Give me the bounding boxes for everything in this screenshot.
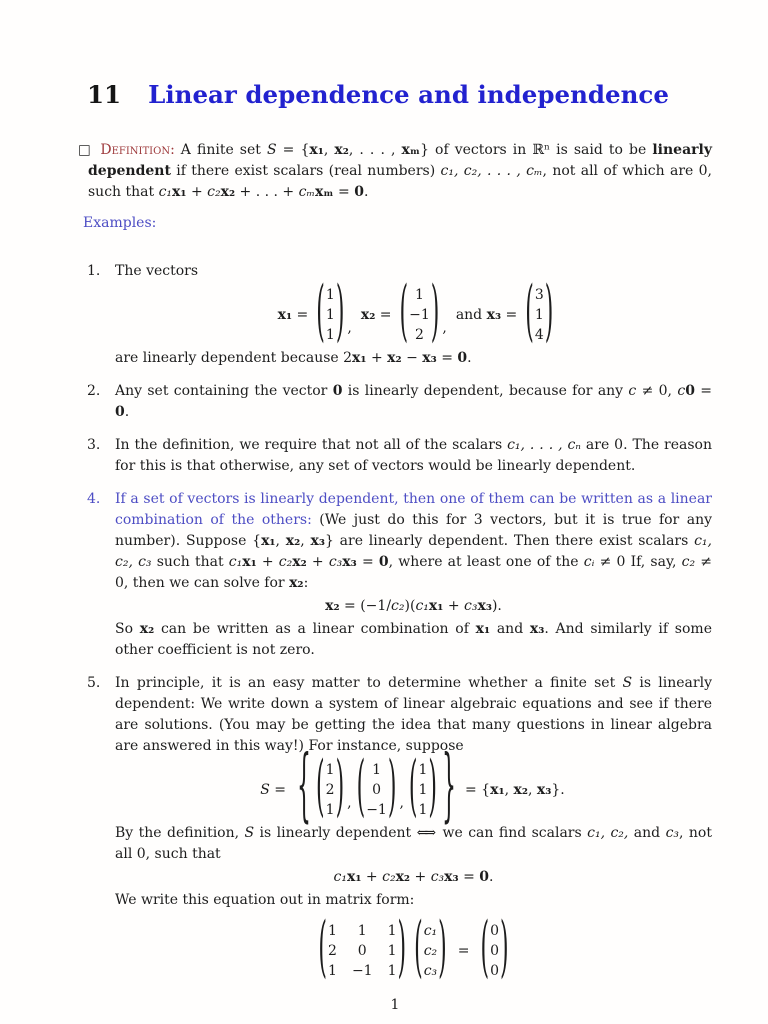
comma: , [399,794,404,811]
matrix-cell: 1 [387,963,397,979]
vector-entry: −1 [366,802,387,818]
text-segment: x₂ [513,781,528,798]
text-segment: c₂ [391,598,405,614]
text-segment: and [628,825,666,841]
text-segment: S [622,675,633,691]
text-segment: ⇐⇒ [416,825,433,841]
right-paren: ) [438,912,447,987]
set-lhs [260,780,286,801]
text-segment: c₂ [207,184,221,200]
vector-entry: c₃ [423,963,438,979]
definition-label: Definition: [100,142,175,158]
right-paren: ) [335,751,345,826]
text-segment: + [366,350,388,366]
vector-x3 [535,285,544,345]
list-item-2 [78,381,712,423]
text-segment: }. [551,781,565,798]
text-segment: c₁ [415,598,429,614]
text-segment: S [266,142,277,158]
vector-x1 [326,285,335,345]
text-segment: is linearly dependent [254,825,417,841]
text-segment: The vectors [115,263,199,279]
text-segment: ). [491,598,502,614]
set-vector-2 [366,760,387,820]
left-paren: ( [316,751,325,826]
comma: , [347,794,352,811]
left-paren: ( [399,276,409,351]
text-segment: = [501,306,518,323]
vector-entry: 0 [490,923,499,939]
vector-entry: 1 [414,287,424,303]
text-segment: S [260,781,270,798]
text-segment: + [443,598,465,614]
vector-entry: 1 [372,762,381,778]
text-segment: we can find scalars [437,825,588,841]
text-segment: c₃ [665,825,680,841]
text-segment: x₃ [536,781,552,798]
text-segment: x₂ [325,598,340,614]
matrix-cell: −1 [351,963,373,979]
vector-entry: 0 [490,943,499,959]
text-segment: is linearly dependent: We write down a system of linear algebraic equations and see if there are solutions. (You may be getting the idea that many questions in linear algebra are answered in this way!) For instance, suppose [115,675,712,754]
text-segment: . [489,869,494,885]
coefficient-matrix [328,921,396,981]
vector-entry: 2 [325,782,335,798]
vector-entry: 4 [534,327,544,343]
set-vector-3 [418,760,427,820]
text-segment: = [375,306,392,323]
right-paren: ) [428,751,437,826]
text-segment: are linearly dependent because 2 [115,350,353,366]
text-segment: , [300,533,311,549]
text-segment: x₃ [422,350,437,366]
text-segment: . [467,350,472,366]
text-segment: 0 [457,350,468,366]
vector-entry: 1 [325,762,335,778]
text-segment: x₁ [346,869,362,885]
item3-text [115,435,712,477]
text-segment: = [269,781,287,798]
text-segment: . [363,184,369,200]
text-segment: if there exist scalars (real numbers) [170,163,441,179]
vector-entry: −1 [409,307,430,323]
comma: , [442,319,447,336]
text-segment: + . . . + [235,184,299,200]
text-segment: = [333,184,355,200]
text-segment: , [504,781,514,798]
right-brace: } [442,743,456,834]
matrix-cell: 1 [387,923,397,939]
text-segment: , where at least one of the [388,554,584,570]
text-segment: . [124,404,130,420]
text-segment: c₁, . . . , cₙ [507,437,581,453]
text-segment: x₁ [172,184,187,200]
text-segment: + [361,869,383,885]
text-segment: c [628,383,637,399]
text-segment: and [455,306,487,323]
left-paren: ( [316,276,325,351]
right-paren: ) [544,276,554,351]
text-segment: + [306,554,329,570]
vector-entry: 1 [418,782,428,798]
text-segment: x₃ [444,869,459,885]
text-segment: = [458,869,480,885]
text-segment: x₁ [490,781,505,798]
vector-entry: 1 [418,802,428,818]
vector-entry: 0 [490,963,499,979]
text-segment: = [436,350,458,366]
text-segment: + [410,869,431,885]
text-segment: c₂ [681,554,696,570]
text-segment: 0 [479,869,490,885]
checkbox-icon: □ [78,142,93,158]
text-segment: (We just do this for 3 vectors, but it is true for any number). Suppose { [115,512,712,549]
zero-vector [490,921,499,981]
c-vector [424,921,437,981]
text-segment: , [275,533,286,549]
right-paren: ) [397,912,407,987]
text-segment: ≠ 0, then we can solve for [115,554,713,591]
text-segment: We write this equation out in matrix form: [115,892,415,908]
text-segment: x₃ [529,621,545,637]
text-segment: such that [151,554,229,570]
display-equation-matrix [115,912,712,987]
text-segment: = [356,554,379,570]
matrix-cell: 0 [357,943,367,959]
text-segment: , not all of which are 0, such that [88,163,712,200]
vector-entry: c₁ [423,923,438,939]
text-segment: − [401,350,423,366]
text-segment: c₃ [464,598,478,614]
list-item-5 [78,673,712,987]
text-segment: 0 [115,404,125,420]
text-segment: , [323,142,335,158]
item5-p2 [115,823,712,865]
text-segment: x₂ [334,142,349,158]
text-segment: , . . . , [348,142,402,158]
text-segment: )( [404,598,416,614]
text-segment: xₘ [315,184,334,200]
text-segment: c₁ [158,184,173,200]
text-segment: x₃ [342,554,357,570]
text-segment: + [256,554,279,570]
set-vector-1 [326,760,335,820]
vector-x3-label [456,305,517,326]
text-segment: x₁ [475,621,491,637]
text-segment: By the definition, [115,825,245,841]
definition-text [88,142,712,200]
left-brace: { [297,743,312,834]
text-segment: + [186,184,208,200]
text-segment: linearly dependent [88,142,712,179]
text-segment: c₃ [328,554,343,570]
list-item-4 [78,489,712,661]
vector-entry: 2 [414,327,424,343]
text-segment: A finite set [180,142,267,158]
vector-entry: 1 [325,287,335,303]
text-segment: 0 [332,383,343,399]
left-paren: ( [525,276,534,351]
item-number: 2. [87,383,101,399]
text-segment: xₘ [401,142,421,158]
text-segment: c₁, c₂, . . . , cₘ [440,163,543,179]
text-segment: x₂ [387,350,402,366]
item5-text [115,673,712,757]
text-segment: . And similarly if some other coefficient is not zero. [115,621,712,658]
text-segment: c₃ [430,869,445,885]
set-rhs [465,780,565,801]
text-segment: 0 [685,383,695,399]
equals-sign: = [457,942,470,959]
item4-text [115,489,712,594]
text-segment: = { [276,142,310,158]
vector-x2 [409,285,430,345]
matrix-cell: 1 [328,923,337,939]
text-segment: c₂ [278,554,293,570]
comma: , [347,319,352,336]
vector-entry: 1 [325,327,335,343]
vector-entry: 1 [534,307,544,323]
text-segment: x₁ [261,533,276,549]
text-segment: c₁ [228,554,243,570]
item4-display-equation [115,596,712,617]
text-segment: Any set containing the vector [115,383,333,399]
left-paren: ( [480,912,490,987]
text-segment: = { [465,781,491,798]
text-segment: and [490,621,530,637]
text-segment: , not all 0, such that [115,825,712,862]
section-number: 11 [87,80,122,109]
right-paren: ) [335,276,345,351]
vector-x1-label [278,305,309,326]
text-segment: } of vectors in ℝⁿ is said to be [420,142,653,158]
vector-entry: 0 [372,782,381,798]
display-equation-vectors [115,276,712,351]
text-segment: x₂ [289,575,304,591]
list-item-1 [78,261,712,369]
text-segment: x₂ [139,621,155,637]
text-segment: x₁ [428,598,444,614]
vector-entry: 1 [325,802,335,818]
text-segment: c₂ [382,869,396,885]
text-segment: can be written as a linear combination of [154,621,476,637]
right-paren: ) [387,751,397,826]
left-paren: ( [318,912,328,987]
item-number: 4. [87,491,101,507]
vector-entry: 1 [325,307,335,323]
text-segment: S [244,825,255,841]
text-segment: = [694,383,712,399]
text-segment: 0 [378,554,389,570]
text-segment: } are linearly dependent. Then there exist scalars [324,533,695,549]
text-segment: x₃ [486,306,502,323]
text-segment: : [303,575,309,591]
vector-entry: 1 [418,762,428,778]
item-number: 5. [87,675,101,691]
text-segment: ≠ 0 If, say, [594,554,682,570]
left-paren: ( [408,751,418,826]
text-segment: cᵢ [583,554,595,570]
item5-p3 [115,890,712,911]
text-segment: c₁, c₂, c₃ [115,533,712,570]
text-segment: So [115,621,140,637]
text-segment: c [677,383,686,399]
text-segment: ≠ 0, [636,383,678,399]
item1-intro [115,261,712,282]
text-segment: x₁ [277,306,293,323]
text-segment: x₃ [310,533,325,549]
text-segment: are 0. The reason for this is that otherwise, any set of vectors would be linearly dependent. [115,437,712,474]
text-segment: x₁ [242,554,257,570]
right-paren: ) [499,912,509,987]
text-segment: x₂ [292,554,307,570]
text-segment: = (−1/ [339,598,392,614]
vector-entry: 3 [534,287,544,303]
item-number: 3. [87,437,101,453]
text-segment: c₁, c₂, [587,825,629,841]
matrix-cell: 1 [387,943,397,959]
text-segment: If a set of vectors is linearly dependent, then one of them can be written as a linear combination of the others: [115,491,712,528]
text-segment: cₘ [298,184,316,200]
matrix-cell: 2 [328,943,337,959]
text-segment: In the definition, we require that not all of the scalars [115,437,508,453]
vector-entry: c₂ [423,943,438,959]
text-segment: x₁ [352,350,367,366]
section-title-text: Linear dependence and independence [148,80,669,109]
vector-x2-label [361,305,392,326]
text-segment: x₂ [395,869,411,885]
matrix-cell: 1 [357,923,367,939]
section-title [87,80,712,114]
page-number: 1 [390,997,400,1013]
text-segment: x₃ [477,598,492,614]
item4-post-text [115,619,712,661]
right-paren: ) [430,276,440,351]
text-segment: c₁ [333,869,347,885]
text-segment: is linearly dependent, because for any [342,383,629,399]
text-segment: In principle, it is an easy matter to determine whether a finite set [115,675,623,691]
text-segment: x₂ [220,184,236,200]
item1-outro [115,348,712,369]
item2-text [115,381,712,423]
examples-label: Examples: [83,215,157,231]
left-paren: ( [414,912,423,987]
item-number: 1. [87,263,101,279]
text-segment: = [292,306,309,323]
text-segment: x₂ [285,533,301,549]
left-paren: ( [356,751,366,826]
text-segment: x₁ [309,142,324,158]
item5-display-equation [115,867,712,888]
text-segment: , [527,781,537,798]
list-item-3 [78,435,712,477]
text-segment: 0 [354,184,364,200]
definition-paragraph [78,140,712,203]
matrix-cell: 1 [328,963,337,979]
text-segment: x₂ [360,306,376,323]
